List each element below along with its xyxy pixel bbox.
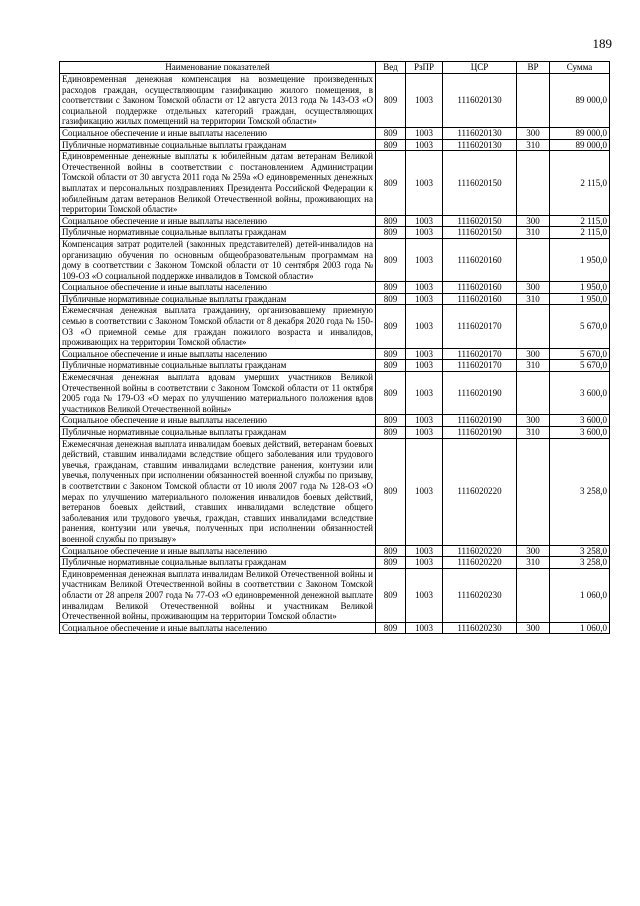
header-vr: ВР bbox=[517, 62, 550, 74]
cell-rzpr: 1003 bbox=[406, 293, 443, 305]
cell-csr: 1116020230 bbox=[443, 622, 517, 634]
cell-name: Социальное обеспечение и иные выплаты населению bbox=[60, 415, 376, 427]
cell-rzpr: 1003 bbox=[406, 568, 443, 622]
cell-rzpr: 1003 bbox=[406, 215, 443, 227]
cell-ved: 809 bbox=[376, 139, 406, 151]
cell-ved: 809 bbox=[376, 415, 406, 427]
cell-sum: 2 115,0 bbox=[550, 215, 610, 227]
cell-ved: 809 bbox=[376, 282, 406, 294]
cell-name: Социальное обеспечение и иные выплаты населению bbox=[60, 215, 376, 227]
table-row bbox=[60, 348, 610, 360]
cell-rzpr: 1003 bbox=[406, 74, 443, 128]
cell-csr: 1116020190 bbox=[443, 415, 517, 427]
cell-sum: 3 600,0 bbox=[550, 427, 610, 439]
cell-rzpr: 1003 bbox=[406, 348, 443, 360]
cell-rzpr: 1003 bbox=[406, 127, 443, 139]
table-row bbox=[60, 557, 610, 569]
cell-name: Публичные нормативные социальные выплаты гражданам bbox=[60, 227, 376, 239]
header-rzpr: РзПР bbox=[406, 62, 443, 74]
cell-ved: 809 bbox=[376, 545, 406, 557]
cell-csr: 1116020230 bbox=[443, 568, 517, 622]
cell-csr: 1116020220 bbox=[443, 557, 517, 569]
cell-vr: 300 bbox=[517, 215, 550, 227]
cell-rzpr: 1003 bbox=[406, 545, 443, 557]
cell-sum: 89 000,0 bbox=[550, 127, 610, 139]
cell-vr: 300 bbox=[517, 348, 550, 360]
cell-vr bbox=[517, 238, 550, 281]
cell-sum: 3 258,0 bbox=[550, 545, 610, 557]
table-row bbox=[60, 305, 610, 348]
cell-name: Единовременная денежная компенсация на возмещение произведенных расходов граждан, осуществляющим газификацию жилого помещения, в соответствии с Законом Томской области от 12 августа 2013 года № 143-ОЗ «О социальной поддержке отдельных категорий граждан, осуществляющих газификацию жилых помещений на территории Томской области» bbox=[60, 74, 376, 128]
cell-rzpr: 1003 bbox=[406, 139, 443, 151]
cell-vr bbox=[517, 372, 550, 415]
table-row bbox=[60, 139, 610, 151]
table-row bbox=[60, 293, 610, 305]
cell-sum: 5 670,0 bbox=[550, 360, 610, 372]
cell-vr: 310 bbox=[517, 293, 550, 305]
cell-csr: 1116020130 bbox=[443, 127, 517, 139]
table-body bbox=[60, 74, 610, 634]
cell-vr bbox=[517, 305, 550, 348]
cell-sum: 5 670,0 bbox=[550, 305, 610, 348]
cell-ved: 809 bbox=[376, 557, 406, 569]
cell-rzpr: 1003 bbox=[406, 282, 443, 294]
cell-ved: 809 bbox=[376, 215, 406, 227]
page-number: 189 bbox=[592, 36, 612, 51]
cell-sum: 3 258,0 bbox=[550, 557, 610, 569]
cell-rzpr: 1003 bbox=[406, 151, 443, 216]
cell-vr bbox=[517, 151, 550, 216]
header-ved: Вед bbox=[376, 62, 406, 74]
cell-name: Единовременная денежная выплата инвалидам Великой Отечественной войны и участникам Великой Отечественной войны в соответствии с Законом Томской области от 28 апреля 2007 года № 77-ОЗ «О единовременной денежной выплате инвалидам Великой Отечественной войны и участникам Великой Отечественной войны, проживающим на территории Томской области» bbox=[60, 568, 376, 622]
table-row bbox=[60, 622, 610, 634]
cell-vr: 310 bbox=[517, 557, 550, 569]
table-row bbox=[60, 568, 610, 622]
cell-name: Публичные нормативные социальные выплаты гражданам bbox=[60, 293, 376, 305]
cell-ved: 809 bbox=[376, 293, 406, 305]
cell-rzpr: 1003 bbox=[406, 305, 443, 348]
table-row bbox=[60, 438, 610, 545]
cell-ved: 809 bbox=[376, 227, 406, 239]
cell-ved: 809 bbox=[376, 74, 406, 128]
cell-rzpr: 1003 bbox=[406, 557, 443, 569]
cell-name: Публичные нормативные социальные выплаты гражданам bbox=[60, 139, 376, 151]
cell-sum: 1 060,0 bbox=[550, 622, 610, 634]
cell-rzpr: 1003 bbox=[406, 427, 443, 439]
cell-name: Единовременные денежные выплаты к юбилейным датам ветеранам Великой Отечественной войны в соответствии с постановлением Администрации Томской области от 30 августа 2011 года № 259а «О единовременных денежных выплатах и персональных поздравлениях Президента Российской Федерации к юбилейным датам ветеранов Великой Отечественной войны, проживающих на территории Томской области» bbox=[60, 151, 376, 216]
cell-vr: 310 bbox=[517, 227, 550, 239]
table-row bbox=[60, 215, 610, 227]
cell-name: Публичные нормативные социальные выплаты гражданам bbox=[60, 557, 376, 569]
cell-name: Социальное обеспечение и иные выплаты населению bbox=[60, 622, 376, 634]
cell-vr bbox=[517, 74, 550, 128]
cell-vr: 300 bbox=[517, 127, 550, 139]
table-row bbox=[60, 227, 610, 239]
cell-ved: 809 bbox=[376, 151, 406, 216]
cell-ved: 809 bbox=[376, 372, 406, 415]
cell-rzpr: 1003 bbox=[406, 360, 443, 372]
table-row bbox=[60, 238, 610, 281]
cell-sum: 89 000,0 bbox=[550, 74, 610, 128]
table-row bbox=[60, 427, 610, 439]
cell-csr: 1116020150 bbox=[443, 227, 517, 239]
cell-vr: 300 bbox=[517, 282, 550, 294]
cell-csr: 1116020220 bbox=[443, 545, 517, 557]
cell-sum: 89 000,0 bbox=[550, 139, 610, 151]
cell-csr: 1116020160 bbox=[443, 238, 517, 281]
cell-rzpr: 1003 bbox=[406, 438, 443, 545]
table-row bbox=[60, 415, 610, 427]
cell-csr: 1116020150 bbox=[443, 151, 517, 216]
cell-ved: 809 bbox=[376, 348, 406, 360]
cell-csr: 1116020160 bbox=[443, 293, 517, 305]
table-row bbox=[60, 545, 610, 557]
cell-csr: 1116020190 bbox=[443, 372, 517, 415]
cell-ved: 809 bbox=[376, 360, 406, 372]
cell-vr: 300 bbox=[517, 545, 550, 557]
table-row bbox=[60, 360, 610, 372]
cell-sum: 3 600,0 bbox=[550, 372, 610, 415]
cell-sum: 2 115,0 bbox=[550, 151, 610, 216]
cell-name: Социальное обеспечение и иные выплаты населению bbox=[60, 545, 376, 557]
cell-sum: 3 258,0 bbox=[550, 438, 610, 545]
cell-name: Компенсация затрат родителей (законных представителей) детей-инвалидов на организацию обучения по основным общеобразовательным программам на дому в соответствии с Законом Томской области от 10 сентября 2003 года № 109-ОЗ «О социальной поддержке инвалидов в Томской области» bbox=[60, 238, 376, 281]
table-row bbox=[60, 127, 610, 139]
cell-rzpr: 1003 bbox=[406, 622, 443, 634]
cell-vr: 300 bbox=[517, 415, 550, 427]
cell-ved: 809 bbox=[376, 427, 406, 439]
cell-name: Социальное обеспечение и иные выплаты населению bbox=[60, 282, 376, 294]
cell-ved: 809 bbox=[376, 622, 406, 634]
table-row bbox=[60, 74, 610, 128]
cell-ved: 809 bbox=[376, 568, 406, 622]
cell-csr: 1116020220 bbox=[443, 438, 517, 545]
cell-csr: 1116020150 bbox=[443, 215, 517, 227]
cell-ved: 809 bbox=[376, 127, 406, 139]
cell-csr: 1116020130 bbox=[443, 139, 517, 151]
cell-sum: 1 950,0 bbox=[550, 282, 610, 294]
cell-rzpr: 1003 bbox=[406, 415, 443, 427]
cell-sum: 2 115,0 bbox=[550, 227, 610, 239]
cell-name: Ежемесячная денежная выплата гражданину, организовавшему приемную семью в соответствии с Законом Томской области от 8 декабря 2020 года № 150-ОЗ «О приемной семье для граждан пожилого возраста и инвалидов, проживающих на территории Томской области» bbox=[60, 305, 376, 348]
cell-csr: 1116020130 bbox=[443, 74, 517, 128]
table-row bbox=[60, 282, 610, 294]
cell-name: Публичные нормативные социальные выплаты гражданам bbox=[60, 427, 376, 439]
header-csr: ЦСР bbox=[443, 62, 517, 74]
cell-name: Публичные нормативные социальные выплаты гражданам bbox=[60, 360, 376, 372]
cell-vr bbox=[517, 438, 550, 545]
table-header-row bbox=[60, 62, 610, 74]
table-row bbox=[60, 151, 610, 216]
cell-vr: 310 bbox=[517, 139, 550, 151]
cell-vr: 310 bbox=[517, 360, 550, 372]
cell-sum: 5 670,0 bbox=[550, 348, 610, 360]
table-row bbox=[60, 372, 610, 415]
cell-ved: 809 bbox=[376, 238, 406, 281]
cell-vr bbox=[517, 568, 550, 622]
budget-table bbox=[59, 61, 610, 634]
header-name: Наименование показателей bbox=[60, 62, 376, 74]
cell-csr: 1116020170 bbox=[443, 305, 517, 348]
header-sum: Сумма bbox=[550, 62, 610, 74]
cell-sum: 1 950,0 bbox=[550, 293, 610, 305]
cell-ved: 809 bbox=[376, 305, 406, 348]
cell-ved: 809 bbox=[376, 438, 406, 545]
cell-rzpr: 1003 bbox=[406, 238, 443, 281]
cell-sum: 1 060,0 bbox=[550, 568, 610, 622]
cell-name: Социальное обеспечение и иные выплаты населению bbox=[60, 127, 376, 139]
cell-rzpr: 1003 bbox=[406, 372, 443, 415]
cell-csr: 1116020190 bbox=[443, 427, 517, 439]
cell-csr: 1116020160 bbox=[443, 282, 517, 294]
cell-vr: 300 bbox=[517, 622, 550, 634]
cell-name: Социальное обеспечение и иные выплаты населению bbox=[60, 348, 376, 360]
cell-rzpr: 1003 bbox=[406, 227, 443, 239]
cell-vr: 310 bbox=[517, 427, 550, 439]
cell-name: Ежемесячная денежная выплата инвалидам боевых действий, ветеранам боевых действий, ставшим инвалидами вследствие общего заболевания или трудового увечья, гражданам, ставшим инвалидами вследствие ранения, контузии или увечья, полученных при исполнении обязанностей военной службы по призыву, в соответствии с Законом Томской области от 10 июля 2007 года № 128-ОЗ «О мерах по улучшению материального положения инвалидов боевых действий, ветеранов боевых действий, ставших инвалидами вследствие общего заболевания или трудового увечья, граждан, ставших инвалидами вследствие ранения, контузии или увечья, полученных при исполнении обязанностей военной службы по призыву» bbox=[60, 438, 376, 545]
cell-csr: 1116020170 bbox=[443, 360, 517, 372]
cell-name: Ежемесячная денежная выплата вдовам умерших участников Великой Отечественной войны в соответствии с Законом Томской области от 11 октября 2005 года № 179-ОЗ «О мерах по улучшению материального положения вдов участников Великой Отечественной войны» bbox=[60, 372, 376, 415]
cell-sum: 1 950,0 bbox=[550, 238, 610, 281]
cell-sum: 3 600,0 bbox=[550, 415, 610, 427]
cell-csr: 1116020170 bbox=[443, 348, 517, 360]
